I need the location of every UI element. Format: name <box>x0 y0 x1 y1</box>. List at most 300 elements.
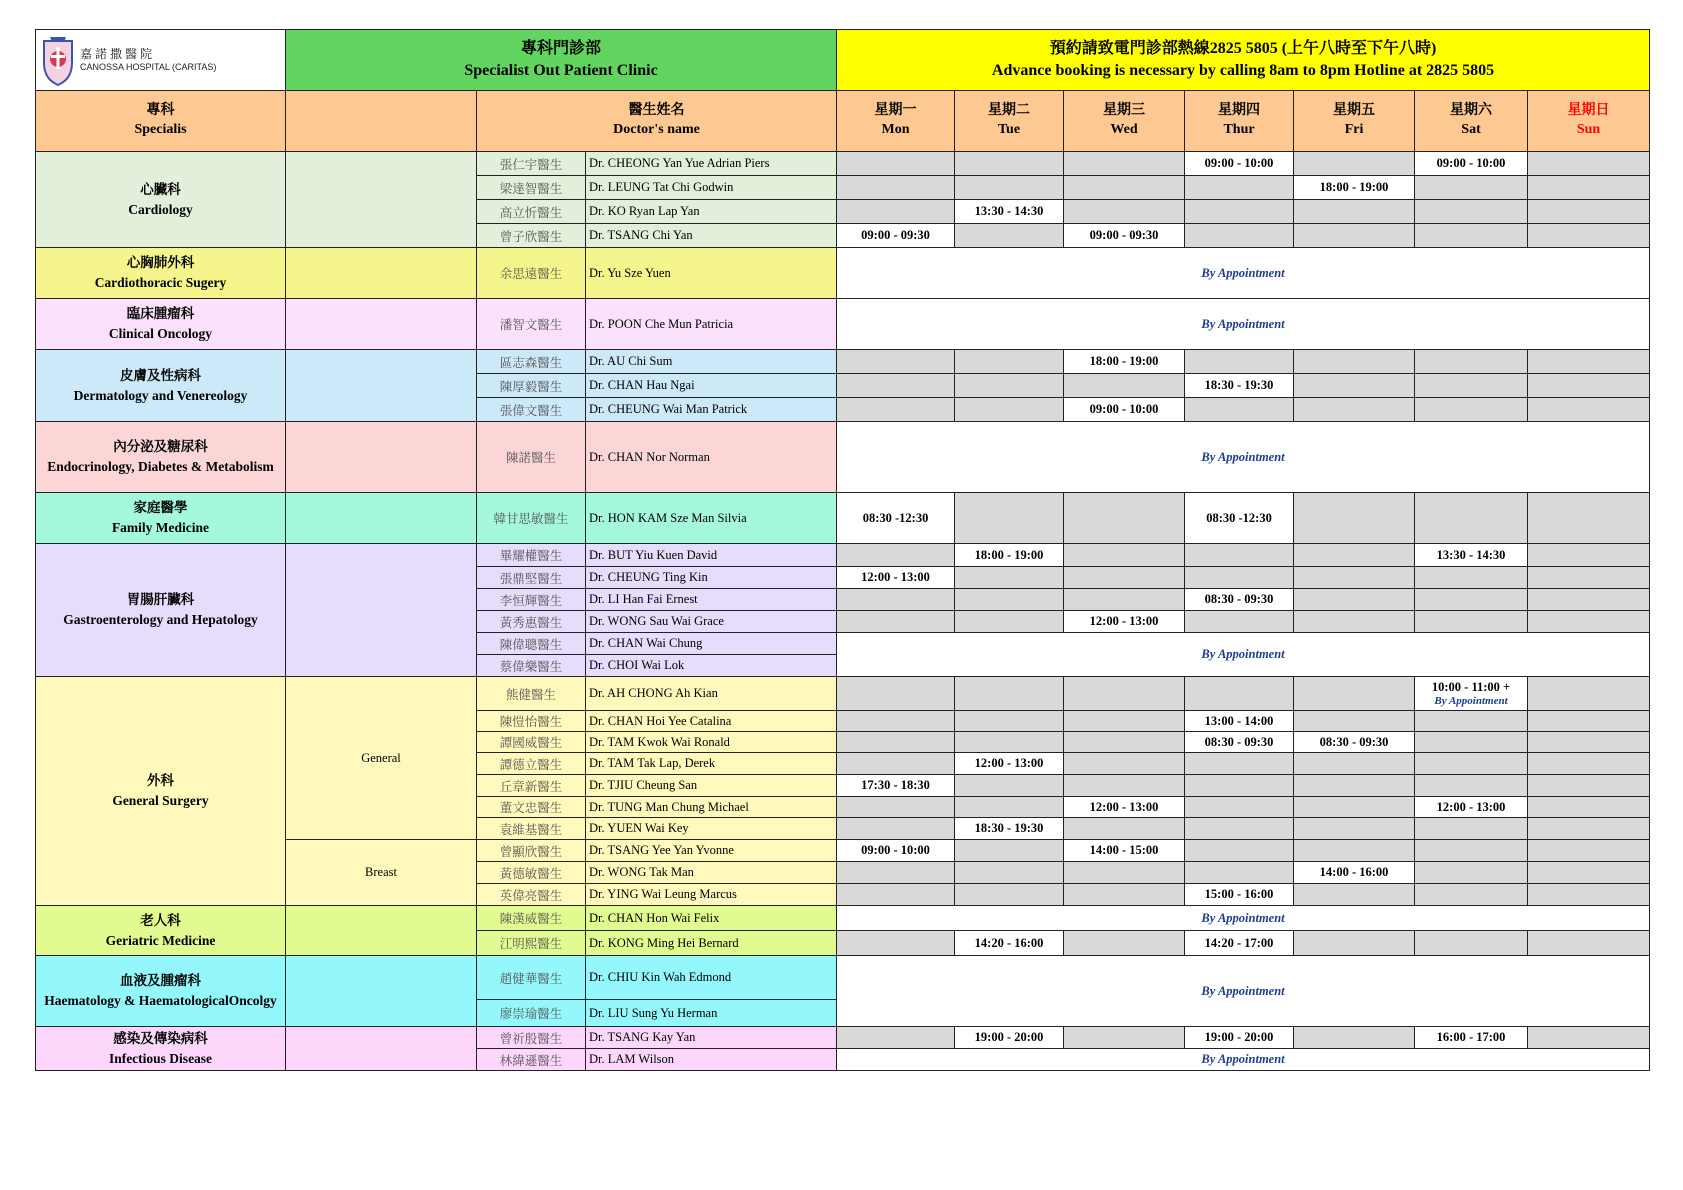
slot-cell <box>1064 775 1185 797</box>
slot-cell <box>1528 152 1650 176</box>
slot-cell <box>1294 200 1415 224</box>
table-row <box>36 152 1650 176</box>
slot-cell <box>1415 775 1528 797</box>
column-header-fri: 星期五 Fri <box>1294 91 1415 152</box>
slot-cell <box>1415 884 1528 906</box>
doctor-name-zh: 袁維基醫生 <box>477 818 586 840</box>
page-title-en: Specialist Out Patient Clinic <box>464 62 658 79</box>
slot-cell <box>1185 818 1294 840</box>
column-header-sat: 星期六 Sat <box>1415 91 1528 152</box>
specialty-cardiothoracic: 心胸肺外科 Cardiothoracic Sugery <box>36 248 286 299</box>
slot-cell <box>837 862 955 884</box>
doctor-name-zh: 熊健醫生 <box>477 677 586 711</box>
slot-cell <box>1294 350 1415 374</box>
slot-cell <box>1294 493 1415 544</box>
doctor-name-zh: 張鼎堅醫生 <box>477 567 586 589</box>
doctor-name-zh: 張仁宇醫生 <box>477 152 586 176</box>
doctor-name-en: Dr. CHEONG Yan Yue Adrian Piers <box>586 152 837 176</box>
by-appointment-label: By Appointment <box>837 956 1650 1027</box>
slot-cell <box>1064 544 1185 567</box>
slot-cell <box>1294 677 1415 711</box>
specialty-gastroenterology: 胃腸肝臟科 Gastroenterology and Hepatology <box>36 544 286 677</box>
doctor-name-en: Dr. CHAN Wai Chung <box>586 633 837 655</box>
slot-cell <box>1185 350 1294 374</box>
doctor-name-en: Dr. LIU Sung Yu Herman <box>586 1000 837 1027</box>
slot-cell <box>1528 611 1650 633</box>
by-appointment-label: By Appointment <box>1434 695 1508 707</box>
doctor-name-en: Dr. CHEUNG Wai Man Patrick <box>586 398 837 422</box>
slot-cell <box>955 224 1064 248</box>
specialty-haematology: 血液及腫瘤科 Haematology & HaematologicalOncolgy <box>36 956 286 1027</box>
specialty-infectious-disease: 感染及傳染病科 Infectious Disease <box>36 1027 286 1071</box>
slot-cell <box>1528 567 1650 589</box>
slot-cell <box>1528 1027 1650 1049</box>
doctor-name-zh: 陳愷怡醫生 <box>477 711 586 732</box>
doctor-name-en: Dr. Yu Sze Yuen <box>586 248 837 299</box>
column-header-mon: 星期一 Mon <box>837 91 955 152</box>
slot-cell: 12:00 - 13:00 <box>1064 611 1185 633</box>
slot-cell: 08:30 -12:30 <box>1185 493 1294 544</box>
by-appointment-label: By Appointment <box>837 248 1650 299</box>
column-header-thur: 星期四 Thur <box>1185 91 1294 152</box>
doctor-name-en: Dr. TSANG Kay Yan <box>586 1027 837 1049</box>
slot-cell: 14:20 - 17:00 <box>1185 931 1294 956</box>
doctor-name-en: Dr. CHIU Kin Wah Edmond <box>586 956 837 1000</box>
slot-cell <box>1415 224 1528 248</box>
table-row <box>36 422 1650 493</box>
doctor-name-zh: 陳偉聰醫生 <box>477 633 586 655</box>
specialty-endocrinology: 內分泌及糖尿科 Endocrinology, Diabetes & Metabolism <box>36 422 286 493</box>
slot-cell <box>1294 840 1415 862</box>
slot-cell <box>955 840 1064 862</box>
sub-specialty-breast: Breast <box>286 840 477 906</box>
sub-specialty-general: General <box>286 677 477 840</box>
doctor-name-zh: 丘章新醫生 <box>477 775 586 797</box>
slot-cell <box>955 493 1064 544</box>
slot-cell: 14:20 - 16:00 <box>955 931 1064 956</box>
slot-cell: 08:30 -12:30 <box>837 493 955 544</box>
slot-cell <box>1294 711 1415 732</box>
column-header-doctor: 醫生姓名 Doctor's name <box>477 91 837 152</box>
doctor-name-en: Dr. CHOI Wai Lok <box>586 655 837 677</box>
doctor-name-en: Dr. WONG Tak Man <box>586 862 837 884</box>
slot-cell <box>955 350 1064 374</box>
doctor-name-en: Dr. TUNG Man Chung Michael <box>586 797 837 818</box>
slot-cell: 12:00 - 13:00 <box>1064 797 1185 818</box>
table-row <box>36 956 1650 1000</box>
doctor-name-en: Dr. YUEN Wai Key <box>586 818 837 840</box>
slot-cell: 18:00 - 19:00 <box>1294 176 1415 200</box>
doctor-name-en: Dr. KONG Ming Hei Bernard <box>586 931 837 956</box>
slot-cell <box>1528 493 1650 544</box>
slot-cell <box>1064 200 1185 224</box>
doctor-name-en: Dr. HON KAM Sze Man Silvia <box>586 493 837 544</box>
doctor-name-zh: 曾顯欣醫生 <box>477 840 586 862</box>
logo-name-zh: 嘉諾撒醫院 <box>80 46 156 61</box>
slot-cell <box>837 753 955 775</box>
slot-cell <box>1415 493 1528 544</box>
slot-cell: 09:00 - 10:00 <box>1415 152 1528 176</box>
slot-cell: 12:00 - 13:00 <box>955 753 1064 775</box>
doctor-name-en: Dr. YING Wai Leung Marcus <box>586 884 837 906</box>
doctor-name-zh: 余思遠醫生 <box>477 248 586 299</box>
sub-specialty-cell <box>286 350 477 422</box>
slot-cell <box>837 374 955 398</box>
slot-cell: 14:00 - 15:00 <box>1064 840 1185 862</box>
doctor-name-zh: 張偉文醫生 <box>477 398 586 422</box>
slot-cell <box>1528 589 1650 611</box>
booking-notice-en: Advance booking is necessary by calling 8am to 8pm Hotline at 2825 5805 <box>991 62 1495 79</box>
slot-cell: 15:00 - 16:00 <box>1185 884 1294 906</box>
doctor-name-zh: 梁達智醫生 <box>477 176 586 200</box>
slot-cell <box>837 152 955 176</box>
slot-cell <box>1064 818 1185 840</box>
slot-cell <box>1528 732 1650 753</box>
clinic-schedule-sheet <box>35 29 1649 1071</box>
slot-cell <box>955 176 1064 200</box>
slot-cell <box>1064 493 1185 544</box>
column-header-wed: 星期三 Wed <box>1064 91 1185 152</box>
table-row <box>36 544 1650 567</box>
doctor-name-zh: 董文忠醫生 <box>477 797 586 818</box>
slot-cell <box>1185 797 1294 818</box>
table-row <box>36 299 1650 350</box>
column-header-sun: 星期日 Sun <box>1528 91 1650 152</box>
slot-cell <box>1064 152 1185 176</box>
slot-cell: 12:00 - 13:00 <box>1415 797 1528 818</box>
doctor-name-en: Dr. TAM Tak Lap, Derek <box>586 753 837 775</box>
by-appointment-label: By Appointment <box>837 299 1650 350</box>
slot-cell: 18:00 - 19:00 <box>1064 350 1185 374</box>
slot-time: 10:00 - 11:00 + <box>1431 680 1511 694</box>
slot-cell <box>837 884 955 906</box>
slot-cell <box>955 611 1064 633</box>
hospital-crest-icon <box>40 33 76 87</box>
doctor-name-zh: 潘智文醫生 <box>477 299 586 350</box>
table-row <box>36 677 1650 711</box>
doctor-name-zh: 廖崇瑜醫生 <box>477 1000 586 1027</box>
table-row <box>36 1027 1650 1049</box>
slot-cell <box>1415 567 1528 589</box>
sub-specialty-cell <box>286 493 477 544</box>
slot-cell <box>1415 398 1528 422</box>
table-row <box>36 906 1650 931</box>
slot-cell <box>1528 862 1650 884</box>
doctor-name-en: Dr. WONG Sau Wai Grace <box>586 611 837 633</box>
specialty-clinical-oncology: 臨床腫瘤科 Clinical Oncology <box>36 299 286 350</box>
slot-cell <box>1294 1027 1415 1049</box>
doctor-name-en: Dr. POON Che Mun Patricia <box>586 299 837 350</box>
sub-specialty-cell <box>286 544 477 677</box>
by-appointment-label: By Appointment <box>837 633 1650 677</box>
slot-cell <box>1185 176 1294 200</box>
slot-cell <box>1528 200 1650 224</box>
slot-cell <box>1185 862 1294 884</box>
slot-cell <box>1294 753 1415 775</box>
column-header-row <box>36 91 1650 152</box>
column-header-tue: 星期二 Tue <box>955 91 1064 152</box>
slot-cell <box>1415 350 1528 374</box>
logo-name-en: CANOSSA HOSPITAL (CARITAS) <box>80 61 217 72</box>
doctor-name-zh: 陳厚毅醫生 <box>477 374 586 398</box>
slot-cell: 08:30 - 09:30 <box>1185 589 1294 611</box>
slot-cell: 09:00 - 09:30 <box>837 224 955 248</box>
slot-cell <box>1064 176 1185 200</box>
slot-cell <box>1415 818 1528 840</box>
doctor-name-zh: 畢耀權醫生 <box>477 544 586 567</box>
slot-cell <box>837 350 955 374</box>
slot-cell <box>1415 176 1528 200</box>
sub-specialty-cell <box>286 906 477 956</box>
slot-cell <box>1528 931 1650 956</box>
slot-cell <box>1185 753 1294 775</box>
slot-cell <box>837 589 955 611</box>
slot-cell <box>1294 224 1415 248</box>
sub-specialty-cell <box>286 1027 477 1071</box>
slot-cell <box>1185 224 1294 248</box>
schedule-table <box>35 29 1650 1071</box>
doctor-name-zh: 譚國威醫生 <box>477 732 586 753</box>
slot-cell <box>1294 931 1415 956</box>
slot-cell <box>955 374 1064 398</box>
slot-cell <box>837 544 955 567</box>
slot-cell <box>1294 544 1415 567</box>
slot-cell: 19:00 - 20:00 <box>1185 1027 1294 1049</box>
slot-cell <box>1064 862 1185 884</box>
slot-cell <box>1064 1027 1185 1049</box>
slot-cell <box>1294 589 1415 611</box>
slot-cell <box>1528 818 1650 840</box>
slot-cell: 17:30 - 18:30 <box>837 775 955 797</box>
slot-cell: 16:00 - 17:00 <box>1415 1027 1528 1049</box>
slot-cell <box>1294 884 1415 906</box>
slot-cell: 09:00 - 10:00 <box>1064 398 1185 422</box>
doctor-name-en: Dr. CHAN Hoi Yee Catalina <box>586 711 837 732</box>
slot-cell <box>955 711 1064 732</box>
slot-cell <box>1294 374 1415 398</box>
slot-cell <box>1294 818 1415 840</box>
doctor-name-en: Dr. TSANG Yee Yan Yvonne <box>586 840 837 862</box>
doctor-name-zh: 譚德立醫生 <box>477 753 586 775</box>
booking-notice-zh: 預約請致電門診部熱線2825 5805 (上午八時至下午八時) <box>1049 39 1437 57</box>
slot-cell: 09:00 - 10:00 <box>837 840 955 862</box>
slot-cell <box>1064 374 1185 398</box>
slot-cell-appointment <box>1415 677 1528 711</box>
slot-cell <box>955 732 1064 753</box>
slot-cell <box>1064 753 1185 775</box>
slot-cell: 08:30 - 09:30 <box>1294 732 1415 753</box>
doctor-name-en: Dr. TSANG Chi Yan <box>586 224 837 248</box>
doctor-name-zh: 黃德敏醫生 <box>477 862 586 884</box>
slot-cell <box>1528 775 1650 797</box>
slot-cell <box>1185 544 1294 567</box>
by-appointment-label: By Appointment <box>837 422 1650 493</box>
slot-cell <box>955 862 1064 884</box>
slot-cell <box>1528 350 1650 374</box>
specialty-geriatric-medicine: 老人科 Geriatric Medicine <box>36 906 286 956</box>
by-appointment-label: By Appointment <box>837 906 1650 931</box>
slot-cell: 18:30 - 19:30 <box>1185 374 1294 398</box>
slot-cell <box>837 611 955 633</box>
slot-cell <box>955 884 1064 906</box>
doctor-name-zh: 蔡偉樂醫生 <box>477 655 586 677</box>
slot-cell <box>1415 611 1528 633</box>
doctor-name-zh: 林緯遜醫生 <box>477 1049 586 1071</box>
page-title <box>286 30 837 91</box>
slot-cell <box>955 677 1064 711</box>
doctor-name-zh: 陳諾醫生 <box>477 422 586 493</box>
doctor-name-zh: 英偉亮醫生 <box>477 884 586 906</box>
slot-cell <box>1528 544 1650 567</box>
slot-cell <box>955 797 1064 818</box>
sub-specialty-cell <box>286 248 477 299</box>
slot-cell: 08:30 - 09:30 <box>1185 732 1294 753</box>
slot-cell <box>1294 611 1415 633</box>
slot-cell <box>1064 677 1185 711</box>
slot-cell <box>837 818 955 840</box>
slot-cell <box>1294 567 1415 589</box>
doctor-name-en: Dr. CHAN Hau Ngai <box>586 374 837 398</box>
slot-cell <box>1185 567 1294 589</box>
specialty-general-surgery: 外科 General Surgery <box>36 677 286 906</box>
slot-cell <box>837 711 955 732</box>
slot-cell <box>1528 398 1650 422</box>
slot-cell: 18:30 - 19:30 <box>955 818 1064 840</box>
doctor-name-en: Dr. KO Ryan Lap Yan <box>586 200 837 224</box>
slot-cell <box>1294 797 1415 818</box>
doctor-name-zh: 曾子欣醫生 <box>477 224 586 248</box>
doctor-name-zh: 趙健華醫生 <box>477 956 586 1000</box>
slot-cell <box>1528 224 1650 248</box>
slot-cell <box>1528 176 1650 200</box>
slot-cell <box>837 797 955 818</box>
slot-cell: 14:00 - 16:00 <box>1294 862 1415 884</box>
slot-cell <box>1415 374 1528 398</box>
doctor-name-zh: 李恒輝醫生 <box>477 589 586 611</box>
specialty-dermatology: 皮膚及性病科 Dermatology and Venereology <box>36 350 286 422</box>
slot-cell <box>1064 589 1185 611</box>
column-header-specialty: 專科 Specialis <box>36 91 286 152</box>
slot-cell <box>1415 711 1528 732</box>
slot-cell <box>955 152 1064 176</box>
slot-cell: 09:00 - 10:00 <box>1185 152 1294 176</box>
slot-cell: 18:00 - 19:00 <box>955 544 1064 567</box>
slot-cell <box>1528 374 1650 398</box>
specialty-cardiology: 心臟科 Cardiology <box>36 152 286 248</box>
slot-cell <box>1185 840 1294 862</box>
slot-cell <box>1415 862 1528 884</box>
doctor-name-zh: 黃秀惠醫生 <box>477 611 586 633</box>
slot-cell <box>1294 775 1415 797</box>
slot-cell <box>837 200 955 224</box>
doctor-name-en: Dr. AH CHONG Ah Kian <box>586 677 837 711</box>
slot-cell <box>1064 732 1185 753</box>
doctor-name-zh: 區志森醫生 <box>477 350 586 374</box>
doctor-name-zh: 陳漢威醫生 <box>477 906 586 931</box>
slot-cell <box>1185 398 1294 422</box>
table-row <box>36 350 1650 374</box>
slot-cell <box>837 398 955 422</box>
page-title-zh: 專科門診部 <box>521 39 602 57</box>
doctor-name-en: Dr. AU Chi Sum <box>586 350 837 374</box>
slot-cell <box>1185 200 1294 224</box>
by-appointment-label: By Appointment <box>837 1049 1650 1071</box>
slot-cell <box>1415 589 1528 611</box>
slot-cell <box>837 176 955 200</box>
slot-cell <box>1528 711 1650 732</box>
slot-cell <box>1415 200 1528 224</box>
doctor-name-en: Dr. TJIU Cheung San <box>586 775 837 797</box>
slot-cell <box>1528 840 1650 862</box>
slot-cell <box>955 398 1064 422</box>
doctor-name-en: Dr. CHEUNG Ting Kin <box>586 567 837 589</box>
slot-cell <box>955 589 1064 611</box>
slot-cell <box>837 677 955 711</box>
doctor-name-zh: 江明熙醫生 <box>477 931 586 956</box>
slot-cell <box>1064 567 1185 589</box>
slot-cell <box>1064 884 1185 906</box>
slot-cell <box>1185 677 1294 711</box>
slot-cell: 13:30 - 14:30 <box>955 200 1064 224</box>
doctor-name-zh: 韓甘思敏醫生 <box>477 493 586 544</box>
sub-specialty-cell <box>286 299 477 350</box>
slot-cell: 13:00 - 14:00 <box>1185 711 1294 732</box>
sub-specialty-cell <box>286 152 477 248</box>
slot-cell <box>1528 677 1650 711</box>
slot-cell: 12:00 - 13:00 <box>837 567 955 589</box>
slot-cell <box>1294 398 1415 422</box>
slot-cell <box>1294 152 1415 176</box>
table-row <box>36 493 1650 544</box>
booking-notice <box>837 30 1650 91</box>
slot-cell <box>1064 711 1185 732</box>
slot-cell <box>1185 611 1294 633</box>
doctor-name-en: Dr. CHAN Nor Norman <box>586 422 837 493</box>
slot-cell <box>1528 884 1650 906</box>
doctor-name-en: Dr. LEUNG Tat Chi Godwin <box>586 176 837 200</box>
slot-cell: 19:00 - 20:00 <box>955 1027 1064 1049</box>
slot-cell <box>837 1027 955 1049</box>
doctor-name-zh: 曾祈殷醫生 <box>477 1027 586 1049</box>
slot-cell <box>1415 931 1528 956</box>
slot-cell <box>1528 797 1650 818</box>
doctor-name-en: Dr. TAM Kwok Wai Ronald <box>586 732 837 753</box>
slot-cell <box>837 732 955 753</box>
slot-cell <box>1185 775 1294 797</box>
sub-specialty-cell <box>286 956 477 1027</box>
slot-cell: 09:00 - 09:30 <box>1064 224 1185 248</box>
slot-cell <box>837 931 955 956</box>
slot-cell <box>1415 840 1528 862</box>
doctor-name-en: Dr. LI Han Fai Ernest <box>586 589 837 611</box>
logo <box>36 30 286 91</box>
slot-cell: 13:30 - 14:30 <box>1415 544 1528 567</box>
doctor-name-en: Dr. BUT Yiu Kuen David <box>586 544 837 567</box>
doctor-name-zh: 高立忻醫生 <box>477 200 586 224</box>
doctor-name-en: Dr. LAM Wilson <box>586 1049 837 1071</box>
slot-cell <box>1528 753 1650 775</box>
table-row <box>36 248 1650 299</box>
slot-cell <box>1415 753 1528 775</box>
slot-cell <box>955 567 1064 589</box>
specialty-family-medicine: 家庭醫學 Family Medicine <box>36 493 286 544</box>
slot-cell <box>1064 931 1185 956</box>
column-header-blank <box>286 91 477 152</box>
doctor-name-en: Dr. CHAN Hon Wai Felix <box>586 906 837 931</box>
slot-cell <box>1415 732 1528 753</box>
slot-cell <box>955 775 1064 797</box>
sub-specialty-cell <box>286 422 477 493</box>
